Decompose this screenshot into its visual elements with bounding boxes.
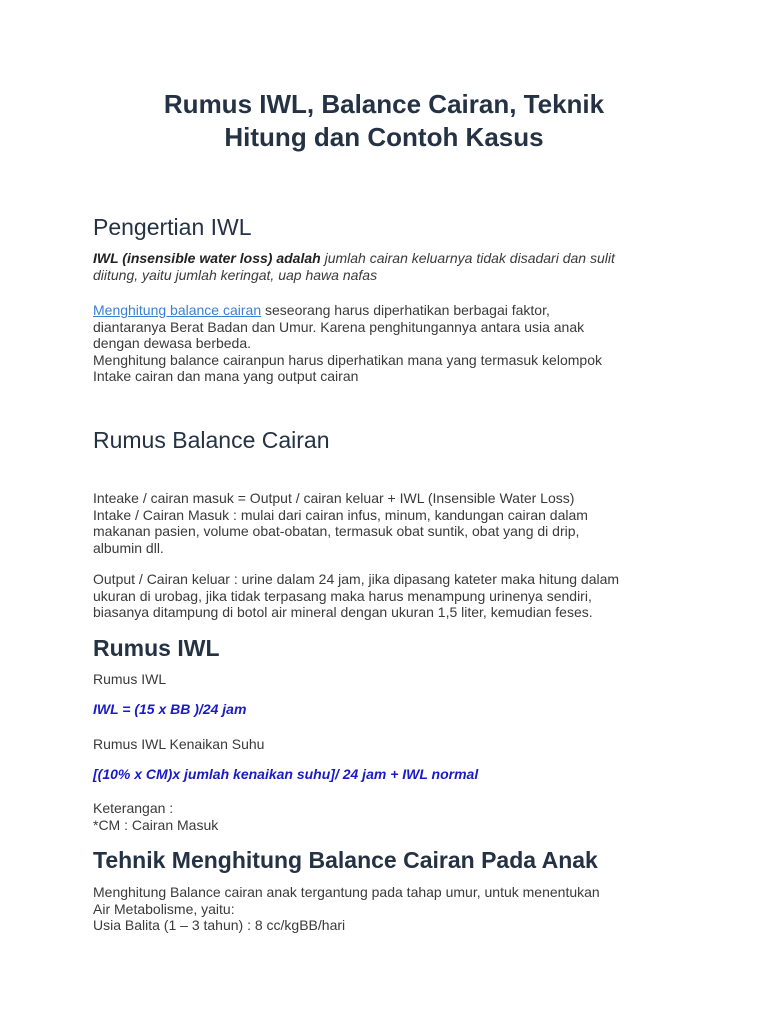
rumus-iwl-label: Rumus IWL: [93, 671, 167, 687]
teknik-text-3: Usia Balita (1 – 3 tahun) : 8 cc/kgBB/hari: [93, 917, 346, 933]
rumus-iwl-suhu-label: Rumus IWL Kenaikan Suhu: [93, 736, 265, 752]
output-text-3: biasanya ditampung di botol air mineral dengan ukuran 1,5 liter, kemudian feses.: [93, 604, 593, 620]
intro-text-1: seseorang harus diperhatikan berbagai faktor,: [261, 302, 550, 318]
teknik-paragraph: [93, 884, 683, 934]
cm-definition: *CM : Cairan Masuk: [93, 816, 219, 833]
output-paragraph: [93, 571, 683, 621]
heading-rumus-balance-cairan: Rumus Balance Cairan: [93, 427, 330, 453]
teknik-text-2: Air Metabolisme, yaitu:: [93, 900, 235, 917]
iwl-suhu-formula: [(10% x CM)x jumlah kenaikan suhu]/ 24 jam + IWL normal: [93, 766, 479, 782]
title-line-2: Hitung dan Contoh Kasus: [224, 122, 544, 152]
intake-text-4: albumin dll.: [93, 539, 164, 556]
teknik-text-1: Menghitung Balance cairan anak tergantung pada tahap umur, untuk menentukan: [93, 884, 600, 900]
heading-tehnik-menghitung: Tehnik Menghitung Balance Cairan Pada Anak: [93, 847, 598, 873]
output-text-1: Output / Cairan keluar : urine dalam 24 jam, jika dipasang kateter maka hitung dalam: [93, 571, 620, 587]
intro-text-5: Intake cairan dan mana yang output cairan: [93, 368, 359, 384]
intro-text-2: diantaranya Berat Badan dan Umur. Karena penghitungannya antara usia anak: [93, 318, 585, 335]
intake-text-1: Inteake / cairan masuk = Output / cairan keluar + IWL (Insensible Water Loss): [93, 490, 575, 506]
intro-text-3: dengan dewasa berbeda.: [93, 335, 252, 351]
definition-text: jumlah cairan keluarnya tidak disadari dan sulit: [320, 250, 615, 266]
definition-term: IWL (insensible water loss) adalah: [93, 250, 321, 266]
intake-text-3: makanan pasien, volume obat-obatan, termasuk obat suntik, obat yang di drip,: [93, 523, 580, 539]
definition-paragraph: [93, 250, 683, 283]
keterangan-block: [93, 800, 683, 833]
heading-rumus-iwl: Rumus IWL: [93, 635, 220, 661]
iwl-formula: IWL = (15 x BB )/24 jam: [93, 701, 247, 717]
definition-text-line-2: diitung, yaitu jumlah keringat, uap hawa nafas: [93, 266, 378, 283]
intro-paragraph: [93, 302, 683, 385]
keterangan-label: Keterangan :: [93, 800, 174, 816]
output-text-2: ukuran di urobag, jika tidak terpasang maka harus menampung urinenya sendiri,: [93, 587, 592, 604]
heading-pengertian-iwl: Pengertian IWL: [93, 214, 252, 240]
title-line-1: Rumus IWL, Balance Cairan, Teknik: [163, 89, 605, 119]
intro-text-4: Menghitung balance cairanpun harus diperhatikan mana yang termasuk kelompok: [93, 351, 602, 368]
intake-paragraph: [93, 490, 683, 556]
balance-cairan-link[interactable]: Menghitung balance cairan: [93, 302, 262, 318]
intake-text-2: Intake / Cairan Masuk : mulai dari cairan infus, minum, kandungan cairan dalam: [93, 506, 588, 523]
document-title: [0, 88, 768, 154]
